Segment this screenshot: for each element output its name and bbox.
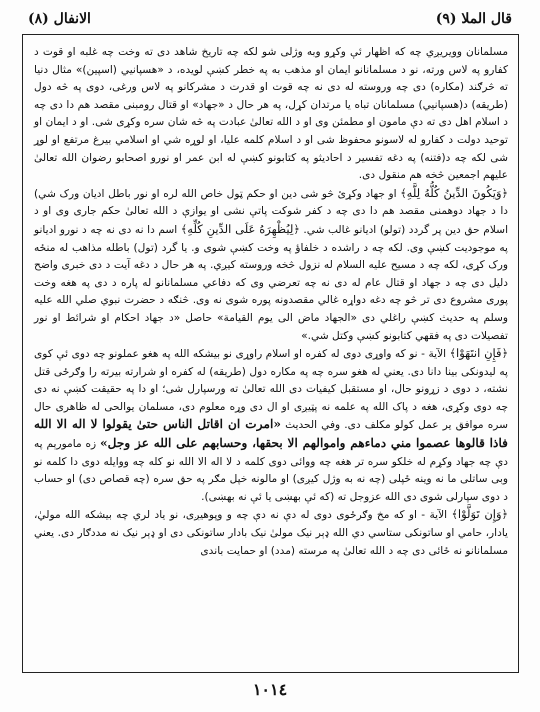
ornament-close: ﴾: [449, 347, 457, 361]
hadith-quote: «امرت ان اقاتل الناس حتیٰ يقولوا لا اله الا الله فاذا قالوها عصموا مني دماءهم واموالهم الا بحقها، وحسابهم على الله عز وجل»: [34, 417, 508, 451]
header-left-title: الانفال (٨): [28, 11, 91, 27]
paragraph-4: [34, 506, 508, 560]
paragraph-3c: او حساب د دوی سپارلی شوی دی الله عزوجل ته (كه ئې بهښی يا ئې نه بهښی).: [34, 473, 508, 503]
ornament-open: ﴿: [501, 508, 508, 522]
ayah-quote-1: وَيَكُونَ الدِّينُ كُلُّهُ لِلَّهِ: [406, 185, 502, 200]
page-number: ١٠١٤: [252, 680, 288, 699]
paragraph-1: مسلمانان وويريږي چه كه اظهار ئې وكړو وبه وژلی شو لكه چه تاريخ شاهد دی ته وخت چه غلبه او قوت د كفارو په لاس ورته، نو د مسلمانانو ايمان او مذهب به په خطر كښې لويده، د «هسپانيي (اسپين)» مثال دنيا ته څرګند (مكاره) دی چه وروسته له دی نه چه قوت او قدرت د مشركانو په لاس ورغی، دوی په څه دول (طريقه) د(هسپانيي) مسلمانان تباه يا مرتدان كړل، په هر حال د «جهاد» او قتال رومبنی مقصد هم دا دی چه د اسلام اهل دی ته دې مامون او مطمئن وی او د الله تعالیٰ عبادت په څه شان سره وكړی شی. او د ايمان او توحيد دولت د كفارو له لاسونو محفوظ شی او د اسلام كلمه عليا، او لوړه شي او اسلامي بيرغ مرتفع او لوړ شی لكه چه د(فتنه) په دغه تفسير د احاديثو په كتابونو كښې له ابن عمر او نورو اصحابو رضوان الله تعالیٰ عليهم اجمعين څخه هم منقول دی.: [34, 46, 508, 182]
ornament-close: ﴾: [451, 508, 458, 522]
ornament-close: ﴾: [400, 186, 407, 200]
ornament-open: ﴿: [501, 186, 508, 200]
paragraph-2a: او جهاد وكړئ څو شی دين او حكم ټول خاص الله لره او نور باطل اديان ورک شي) دا د جهاد دوهمنی مقصد هم دا دی چه د كفر شوكت پاتې نشی او يوازې د الله تعالیٰ حكم جاری وی او د اسلام حق دين پر گردد (تولو) اديانو غالب شي.: [34, 187, 509, 236]
running-header: [28, 8, 512, 30]
ornament-open: ﴿: [501, 347, 509, 361]
paragraph-3a: الآية - نو كه واوړی دوی له كفره او اسلام راوړی نو بيشكه الله په هغو عملونو چه دوی ئې كوی په ليدونكی بينا دانا دی. يعني له هغو سره چه په مكاره دول (طريقه) له كفره او شرارته بيرته را وګرځی قتل نشته، د دوی د زړونو حال، او مستقبل كيفيات دی الله تعالیٰ ته ورسپارل شی؛ او دا په حقيقت كښې نه دی چه دوی وكړی، هغه د پاک الله په علمه نه پټيږی او ال دی وړه معلوم دی، مسلمان يوالحی له ظاهری حال سره موافق ير عمل كولو مكلف دی. وفي الحديث: [34, 348, 508, 432]
ayah-quote-2: لِيُظْهِرَهُ عَلَى الدِّينِ كُلِّهِ: [187, 221, 294, 236]
commentary-body: [34, 44, 508, 560]
paragraph-2: [34, 185, 508, 345]
paragraph-3: [34, 345, 508, 506]
ornament-close: ﴾: [180, 222, 188, 236]
header-right-title: قال الملا (٩): [435, 11, 512, 27]
ornament-open: ﴿: [293, 222, 300, 236]
paragraph-2b: اسم دا نه دی نه چه د نورو اديانو په موجوديت كښې وی. لكه چه د راشده د خلفاؤ په وخت كښې شوی و. يا گرد (تول) باطله مذاهب له منځه ورک كړی، لكه چه د مسيح عليه السلام له نزول څخه وروسته كيږي. په هر حال د دغه آيت د دی خبری واضح دليل دی چه د جهاد او قتال عام له دی نه چه تعرضي وی كه دفاعي مسلمانانو له پاره د دی په هغه وخت پوری مشروع دی تر څو چه دغه دواړه غالي مقصدونه پوره شوی نه وی. څنګه د حضرت نبوي صلي الله عليه وسلم په حديث كښې راغلي دی «الجهاد ماض الى يوم القيامة» حاصل «د جهاد احكام او شرائط او نور تفصيلات دی په فقهي كتابونو كښې وكتل شي.»: [34, 223, 508, 342]
ayah-quote-3: فَإِنِ انتَهَوْا: [456, 346, 502, 361]
ayah-quote-4: وَإِن تَوَلَّوْا: [457, 507, 502, 522]
paragraph-3b: زه مامورېم په دې چه جهاد وكړم له خلكو سره تر هغه چه ووائی دوی كلمه د لا اله الا الله نو كله چه ووايله دوی دا كلمه نو وبی ساتلی ما نه وينه ځپلی (چه نه به وژل كيږی) او مالونه خپل مګر په حق سره (چه قصاص دی): [34, 438, 508, 486]
paragraph-4-text: الآية - او كه مخ وګرځوی دوی له دې نه دې چه و وپوهيږی، نو ياد لري چه بيشكه الله موليٰ، يادار، حامي او ساتونكی ستاسي دي الله ډېر نيک مولیٰ نيک بادار ساتونكی دی او ډېر نيک نه مددګار دی. يعني مسلمانانو نه ځائی دی چه د الله تعالیٰ په مرسته (مدد) او حمايت باندی: [34, 509, 508, 557]
